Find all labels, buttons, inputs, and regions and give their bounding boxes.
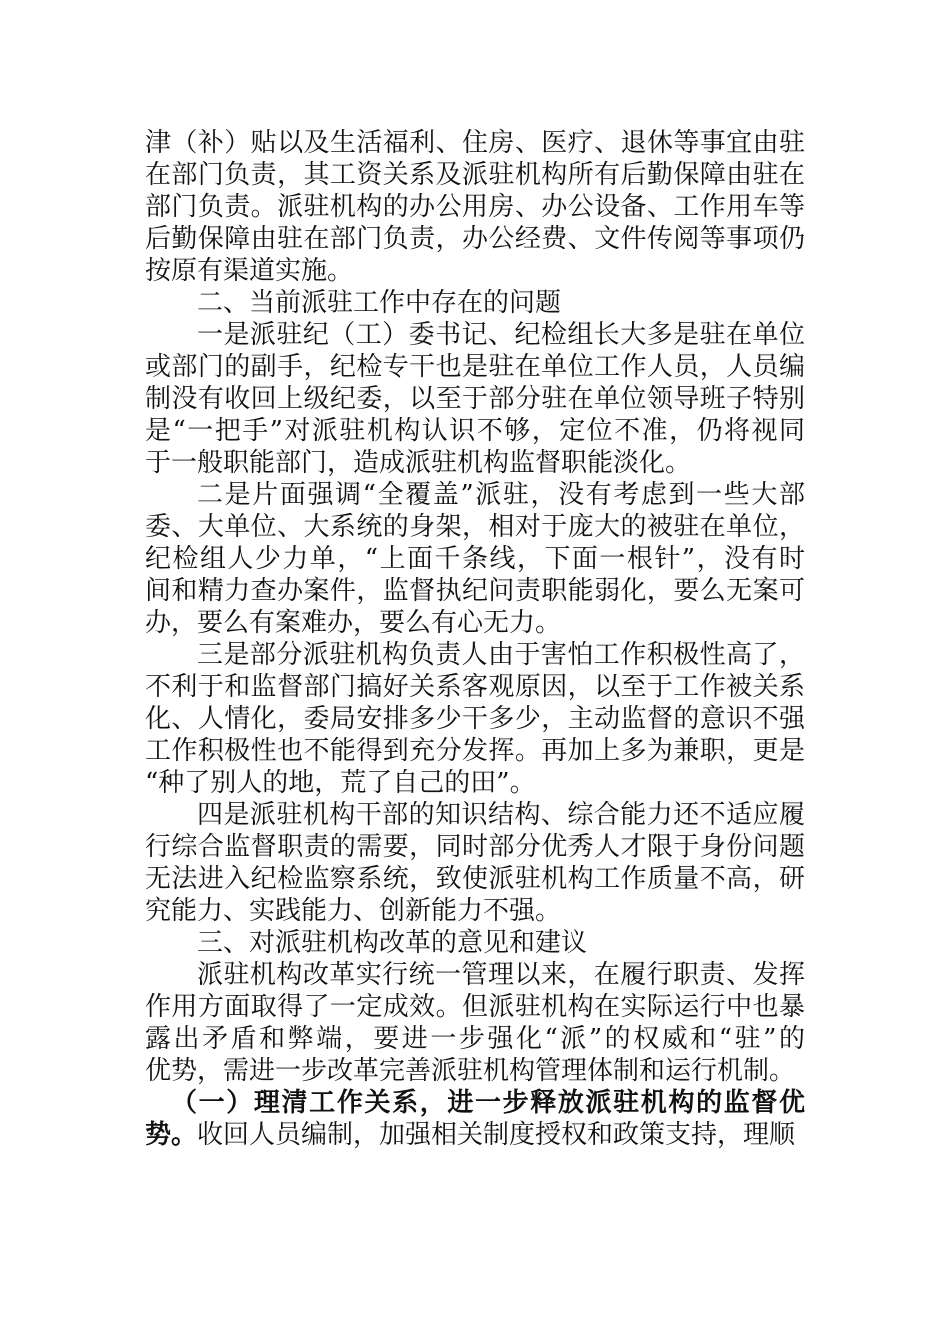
paragraph-line: “种了别人的地，荒了自己的田”。: [145, 768, 536, 798]
paragraph-line: 工作积极性也不能得到充分发挥。再加上多为兼职，更是: [145, 736, 805, 766]
subheading-1: （一）理清工作关系，进一步释放派驻机构的监督优: [171, 1088, 805, 1118]
paragraph-line: 究能力、实践能力、创新能力不强。: [145, 896, 562, 926]
paragraph-line: 后勤保障由驻在部门负责，办公经费、文件传阅等事项仍: [145, 224, 805, 254]
paragraph-line: 四是派驻机构干部的知识结构、综合能力还不适应履: [197, 800, 805, 830]
paragraph-line: 是“一把手”对派驻机构认识不够，定位不准，仍将视同: [145, 416, 805, 446]
section-heading-3: 三、对派驻机构改革的意见和建议: [197, 928, 588, 958]
paragraph-line: 化、人情化，委局安排多少干多少，主动监督的意识不强: [145, 704, 805, 734]
paragraph-line: 制没有收回上级纪委，以至于部分驻在单位领导班子特别: [145, 384, 805, 414]
paragraph-line: 二是片面强调“全覆盖”派驻，没有考虑到一些大部: [197, 480, 805, 510]
paragraph-line: 作用方面取得了一定成效。但派驻机构在实际运行中也暴: [145, 992, 805, 1022]
paragraph-line: 优势，需进一步改革完善派驻机构管理体制和运行机制。: [145, 1056, 796, 1086]
paragraph-line: 不利于和监督部门搞好关系客观原因，以至于工作被关系: [145, 672, 805, 702]
paragraph-line: [145, 1118, 805, 1152]
paragraph-line: 间和精力查办案件，监督执纪问责职能弱化，要么无案可: [145, 576, 805, 606]
paragraph-line: 一是派驻纪（工）委书记、纪检组长大多是驻在单位: [197, 320, 805, 350]
paragraph-line: 露出矛盾和弊端，要进一步强化“派”的权威和“驻”的: [145, 1024, 805, 1054]
paragraph-line: 在部门负责，其工资关系及派驻机构所有后勤保障由驻在: [145, 160, 805, 190]
paragraph-line: 按原有渠道实施。: [145, 256, 354, 286]
section-heading-2: 二、当前派驻工作中存在的问题: [197, 288, 562, 318]
subheading-1-end: 势。: [145, 1120, 198, 1150]
paragraph-line: 纪检组人少力单，“上面千条线，下面一根针”，没有时: [145, 544, 805, 574]
paragraph-line: 委、大单位、大系统的身架，相对于庞大的被驻在单位，: [145, 512, 805, 542]
paragraph-line: 于一般职能部门，造成派驻机构监督职能淡化。: [145, 448, 692, 478]
paragraph-line: 三是部分派驻机构负责人由于害怕工作积极性高了，: [197, 640, 805, 670]
paragraph-line: 办，要么有案难办，要么有心无力。: [145, 608, 562, 638]
paragraph-line: 部门负责。派驻机构的办公用房、办公设备、工作用车等: [145, 192, 805, 222]
paragraph-line: 津（补）贴以及生活福利、住房、医疗、退休等事宜由驻: [145, 128, 805, 158]
paragraph-line: 行综合监督职责的需要，同时部分优秀人才限于身份问题: [145, 832, 805, 862]
paragraph-line: 派驻机构改革实行统一管理以来，在履行职责、发挥: [197, 960, 805, 990]
paragraph-line: 或部门的副手，纪检专干也是驻在单位工作人员，人员编: [145, 352, 805, 382]
paragraph-line: 无法进入纪检监察系统，致使派驻机构工作质量不高，研: [145, 864, 805, 894]
paragraph-text: 收回人员编制，加强相关制度授权和政策支持，理顺: [197, 1120, 796, 1150]
